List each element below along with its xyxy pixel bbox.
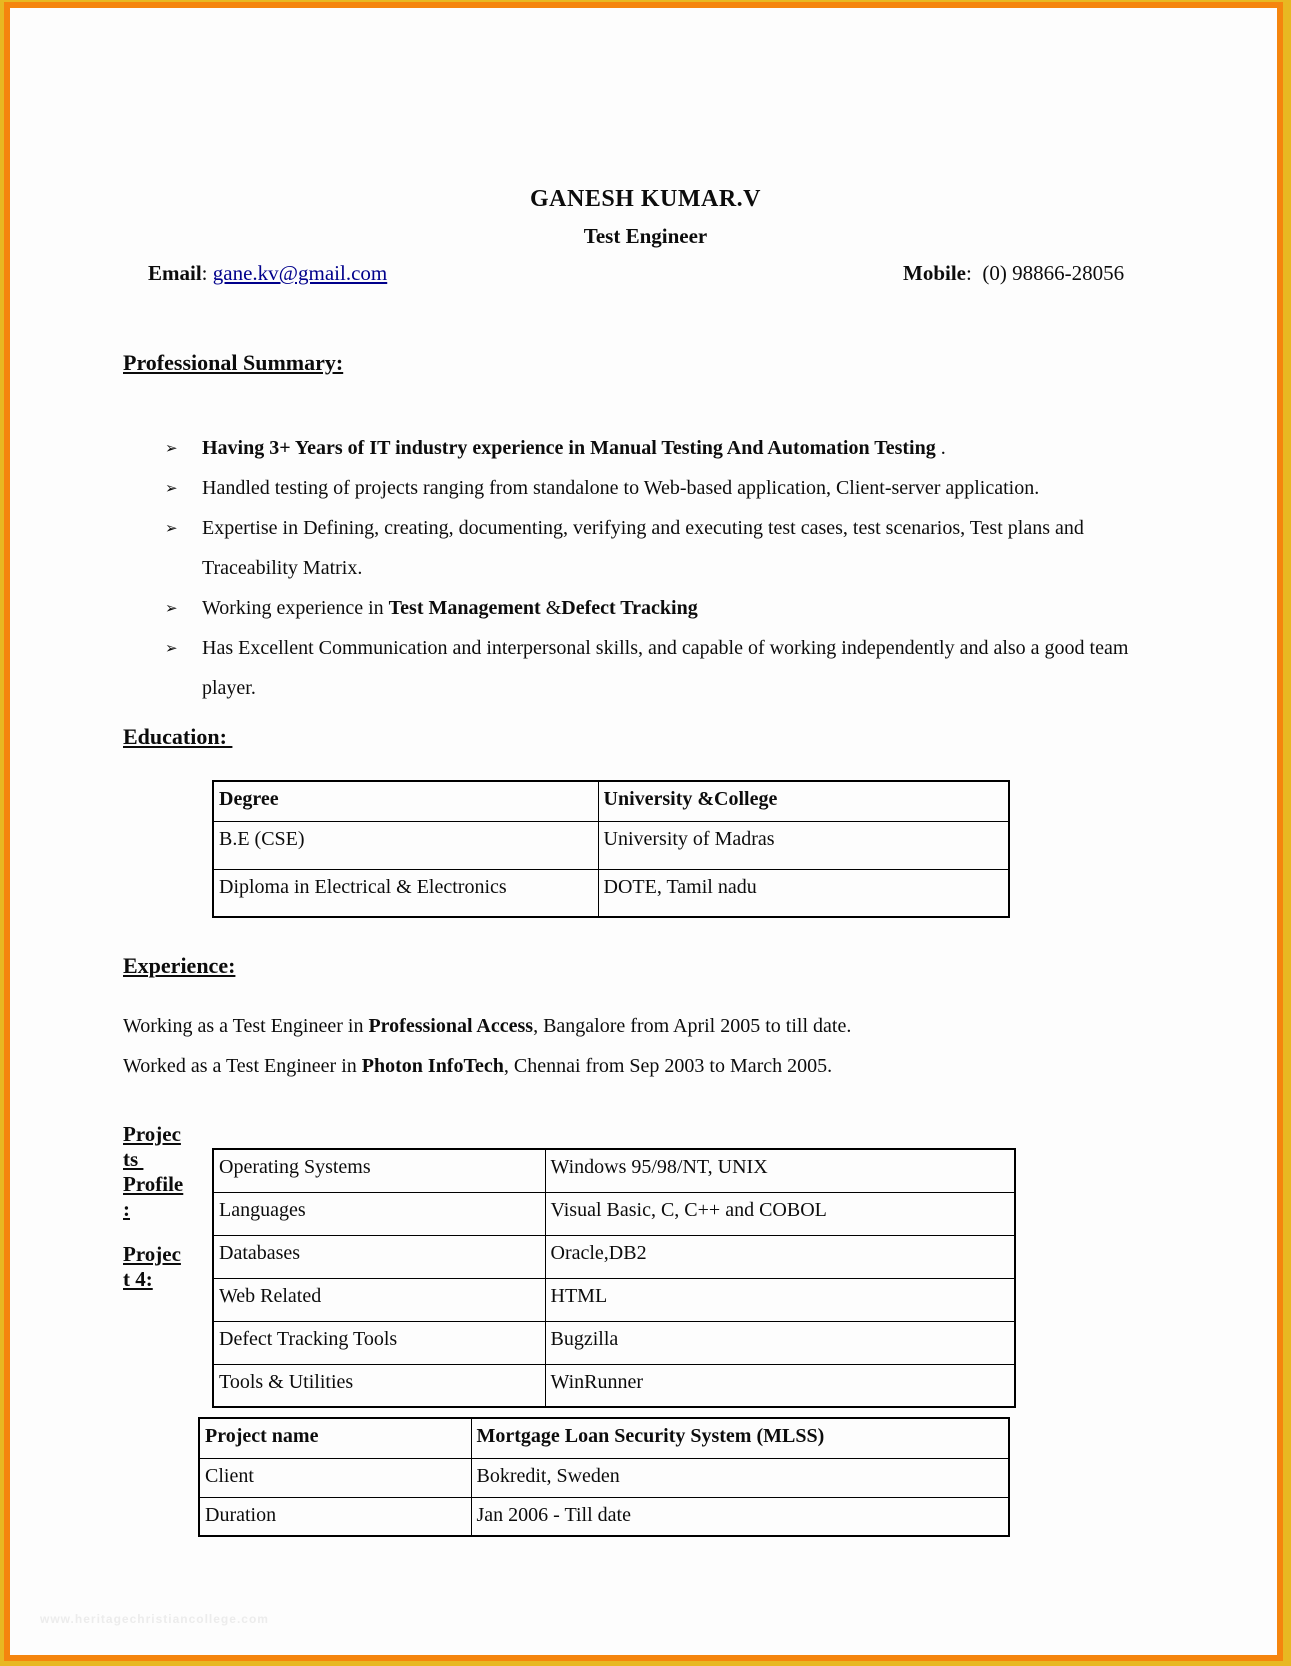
email-group <box>148 261 387 286</box>
bullet-arrow-icon: ➢ <box>165 479 178 497</box>
bullet-text: Test Management <box>388 597 541 619</box>
table-header-cell: Degree <box>213 781 598 821</box>
table-cell: Oracle,DB2 <box>545 1235 1015 1278</box>
table-row <box>213 821 1009 869</box>
project-table <box>198 1417 1010 1537</box>
table-cell: Client <box>199 1458 471 1497</box>
projects-profile-label-line: Profile <box>123 1172 184 1196</box>
job-title: Test Engineer <box>583 224 708 248</box>
mobile-value: (0) 98866-28056 <box>982 261 1125 285</box>
table-row <box>199 1418 1009 1458</box>
experience-text: , Bangalore from April 2005 to till date. <box>533 1015 852 1037</box>
table-header-cell: Mortgage Loan Security System (MLSS) <box>471 1418 1009 1458</box>
bullet-item <box>165 428 1165 468</box>
table-cell: B.E (CSE) <box>213 821 598 869</box>
email-link[interactable]: gane.kv@gmail.com <box>212 261 388 285</box>
table-cell: Duration <box>199 1497 471 1536</box>
bullet-arrow-icon: ➢ <box>165 519 178 537</box>
table-row <box>199 1497 1009 1536</box>
skills-table <box>212 1148 1016 1408</box>
bullet-item <box>165 588 1165 628</box>
bullet-item <box>165 468 1165 508</box>
project-4-label <box>123 1242 181 1292</box>
projects-profile-label-line: Projec <box>123 1122 181 1146</box>
bullet-arrow-icon: ➢ <box>165 439 178 457</box>
table-row <box>213 1235 1015 1278</box>
table-cell: Diploma in Electrical & Electronics <box>213 869 598 917</box>
experience-line <box>123 1006 1183 1046</box>
table-cell: Defect Tracking Tools <box>213 1321 545 1364</box>
experience-text: Working as a Test Engineer in <box>123 1015 369 1037</box>
experience-company: Photon InfoTech <box>361 1055 504 1077</box>
table-cell: Tools & Utilities <box>213 1364 545 1407</box>
table-row <box>213 1149 1015 1192</box>
table-row <box>213 1278 1015 1321</box>
summary-bullet-list <box>165 428 1165 708</box>
table-cell: Bugzilla <box>545 1321 1015 1364</box>
table-cell: WinRunner <box>545 1364 1015 1407</box>
table-cell: Bokredit, Sweden <box>471 1458 1009 1497</box>
email-colon: : <box>201 261 213 285</box>
table-header-cell: University &College <box>598 781 1009 821</box>
bullet-text: Defect Tracking <box>561 597 698 619</box>
project-4-label-line: t 4: <box>123 1267 153 1291</box>
projects-profile-label-line: : <box>123 1197 130 1221</box>
experience-line <box>123 1046 1183 1086</box>
table-cell: Web Related <box>213 1278 545 1321</box>
email-label: Email <box>148 261 202 285</box>
table-row <box>213 1321 1015 1364</box>
mobile-colon: : <box>966 261 983 285</box>
table-row <box>213 781 1009 821</box>
table-cell: Jan 2006 - Till date <box>471 1497 1009 1536</box>
bullet-text: Working experience in <box>202 597 389 619</box>
bullet-arrow-icon: ➢ <box>165 639 178 657</box>
table-row <box>213 1364 1015 1407</box>
projects-profile-label <box>123 1122 183 1222</box>
table-cell: Visual Basic, C, C++ and COBOL <box>545 1192 1015 1235</box>
mobile-label: Mobile <box>903 261 966 285</box>
experience-lines <box>123 1006 1183 1086</box>
bullet-text: Having 3+ Years of IT industry experience in Manual Testing And Automation Testing <box>202 437 936 459</box>
page-title: GANESH KUMAR.V <box>529 186 761 212</box>
table-cell: HTML <box>545 1278 1015 1321</box>
bullet-text: & <box>540 597 562 619</box>
table-cell: Windows 95/98/NT, UNIX <box>545 1149 1015 1192</box>
table-cell: DOTE, Tamil nadu <box>598 869 1009 917</box>
table-cell: University of Madras <box>598 821 1009 869</box>
experience-text: , Chennai from Sep 2003 to March 2005. <box>503 1055 833 1077</box>
bullet-item <box>165 508 1165 588</box>
section-heading-experience: Experience: <box>123 953 236 978</box>
experience-text: Worked as a Test Engineer in <box>123 1055 362 1077</box>
section-heading-education: Education: <box>123 724 233 749</box>
experience-company: Professional Access <box>368 1015 534 1037</box>
table-cell: Languages <box>213 1192 545 1235</box>
watermark-text: www.heritagechristiancollege.com <box>40 1612 269 1626</box>
mobile-group <box>903 261 1124 286</box>
bullet-text: Handled testing of projects ranging from standalone to Web-based application, Client-server application. <box>202 477 1040 499</box>
table-row <box>213 1192 1015 1235</box>
education-table <box>212 780 1010 918</box>
table-row <box>199 1458 1009 1497</box>
table-cell: Operating Systems <box>213 1149 545 1192</box>
table-row <box>213 869 1009 917</box>
bullet-text: Has Excellent Communication and interpersonal skills, and capable of working independently and also a good team player. <box>202 637 1129 699</box>
section-heading-professional-summary: Professional Summary: <box>123 350 344 375</box>
bullet-arrow-icon: ➢ <box>165 599 178 617</box>
project-4-label-line: Projec <box>123 1242 181 1266</box>
projects-profile-label-line: ts <box>123 1147 144 1171</box>
bullet-text: Expertise in Defining, creating, documenting, verifying and executing test cases, test scenarios, Test plans and Traceability Matrix. <box>202 517 1084 579</box>
bullet-text: . <box>935 437 946 459</box>
table-cell: Databases <box>213 1235 545 1278</box>
bullet-item <box>165 628 1165 708</box>
table-header-cell: Project name <box>199 1418 471 1458</box>
